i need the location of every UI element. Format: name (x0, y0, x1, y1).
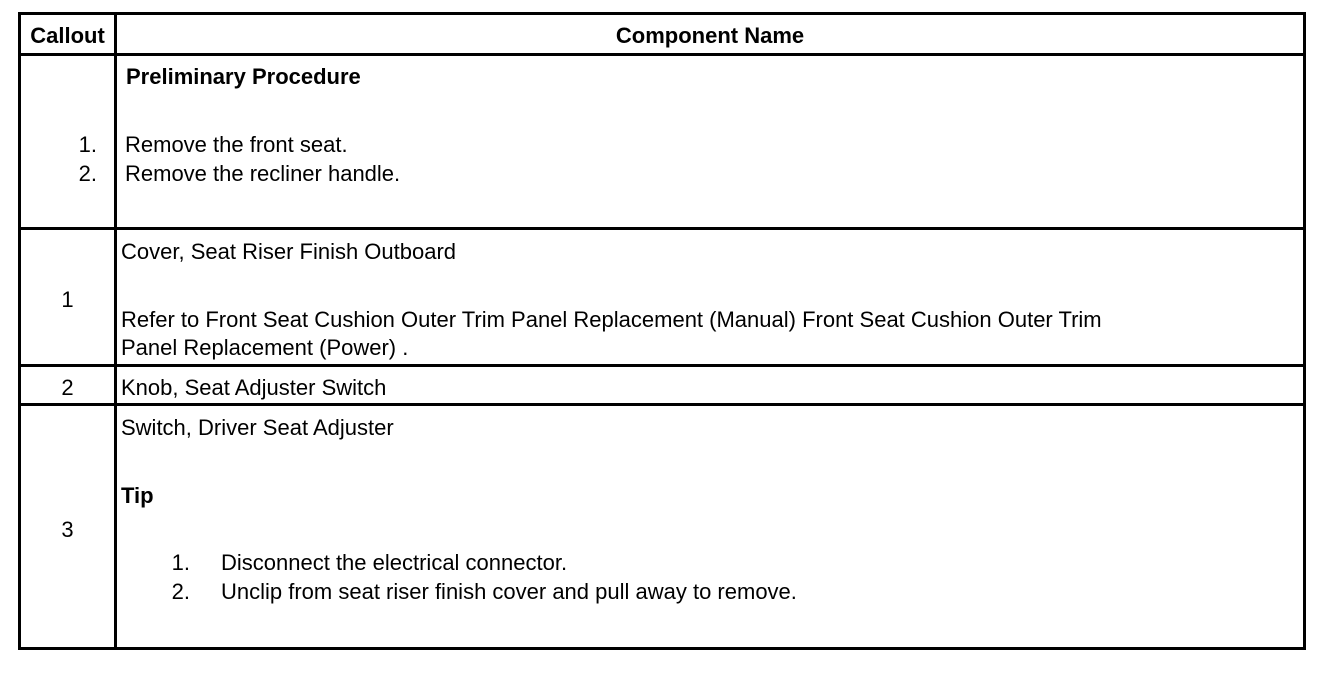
header-divider (21, 53, 1303, 56)
preliminary-step-text: Remove the recliner handle. (125, 161, 401, 186)
callout-number: 2 (61, 375, 74, 400)
component-name: Cover, Seat Riser Finish Outboard (121, 239, 457, 264)
preliminary-step-text: Remove the front seat. (125, 132, 348, 157)
component-note: Refer to Front Seat Cushion Outer Trim Panel Replacement (Manual) Front Seat Cushion Outer Trim (121, 307, 1102, 332)
column-divider (114, 15, 117, 647)
preliminary-step-number: 2. (78, 161, 97, 186)
component-name: Knob, Seat Adjuster Switch (121, 375, 387, 400)
callout-number: 3 (61, 517, 74, 542)
preliminary-title: Preliminary Procedure (126, 64, 361, 89)
row-divider (21, 227, 1303, 230)
component-note: Panel Replacement (Power) . (121, 335, 409, 360)
tip-step-text: Disconnect the electrical connector. (221, 550, 568, 575)
component-name: Switch, Driver Seat Adjuster (121, 415, 394, 440)
header-component-name: Component Name (615, 23, 805, 48)
preliminary-step-number: 1. (78, 132, 97, 157)
component-table (18, 12, 1306, 650)
tip-label: Tip (121, 483, 154, 508)
row-divider (21, 364, 1303, 367)
row-divider (21, 403, 1303, 406)
tip-step-number: 1. (171, 550, 190, 575)
header-callout: Callout (30, 23, 105, 48)
callout-number: 1 (61, 287, 74, 312)
tip-step-text: Unclip from seat riser finish cover and pull away to remove. (221, 579, 797, 604)
tip-step-number: 2. (171, 579, 190, 604)
